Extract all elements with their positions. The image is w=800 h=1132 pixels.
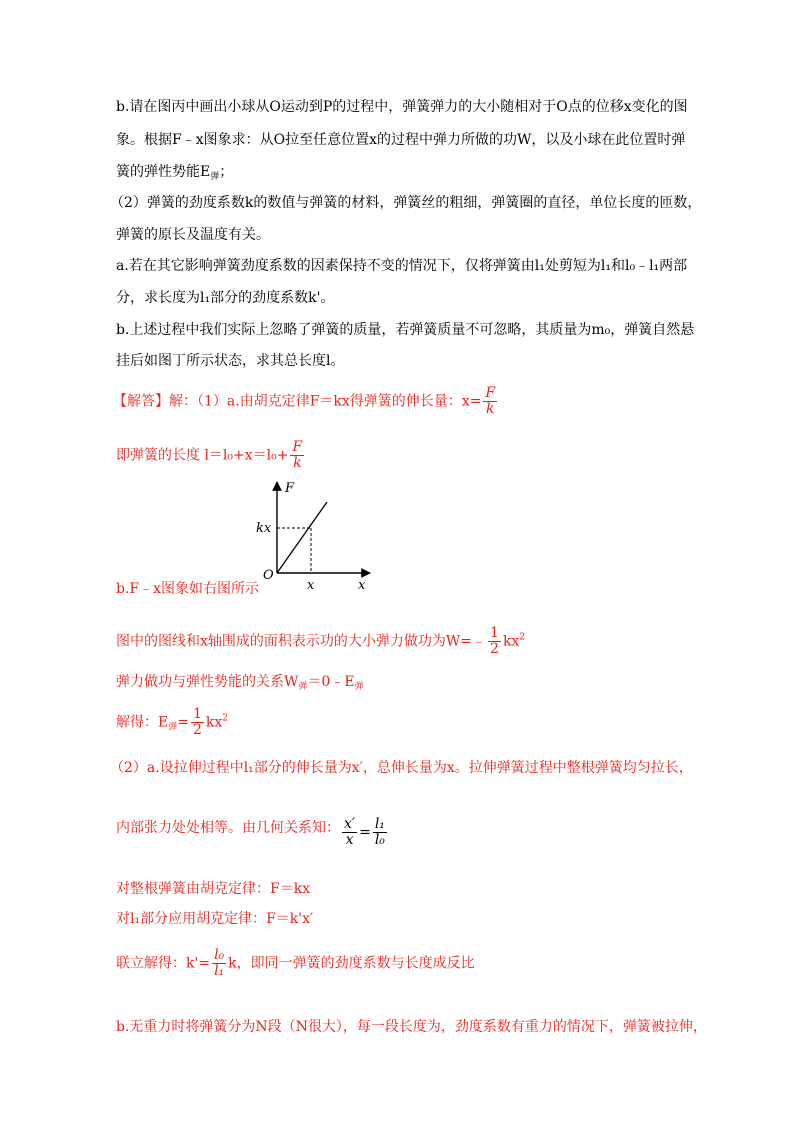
- answer-line-7: （2）a.设拉伸过程中l₁部分的伸长量为x′，总伸长量为x。拉伸弹簧过程中整根弹簧均匀拉长，: [110, 760, 693, 776]
- answer-line-1: [113, 386, 499, 417]
- text: 即弹簧的长度 l＝l₀+x＝l₀+: [116, 447, 289, 464]
- y-axis-label: F: [285, 481, 295, 496]
- subscript: 弹: [168, 722, 178, 733]
- equals: =: [359, 824, 371, 841]
- question-line-7: 分，求长度为l₁部分的劲度系数k'。: [116, 290, 335, 306]
- answer-line-4: [116, 626, 525, 657]
- answer-line-12: b.无重力时将弹簧分为N段（N很大），每一段长度为，劲度系数有重力的情况下，弹簧被拉伸，: [116, 1019, 707, 1035]
- denominator: l₀: [374, 832, 385, 848]
- question-line-3: [116, 162, 233, 187]
- answer-line-6: [116, 707, 228, 738]
- denominator: l₁: [214, 963, 225, 979]
- fraction: [191, 707, 204, 738]
- question-line-6: a.若在其它影响弹簧劲度系数的因素保持不变的情况下，仅将弹簧由l₁处剪短为l₁和l₀﹣l₁两部: [116, 258, 688, 274]
- origin-label: O: [263, 568, 274, 583]
- numerator: 1: [192, 706, 202, 722]
- fraction-left: [342, 817, 357, 848]
- denominator: k: [486, 401, 495, 417]
- numerator: l₁: [374, 816, 385, 832]
- superscript: 2: [222, 713, 229, 724]
- text: 内部张力处处相等。由几何关系知：: [116, 820, 340, 836]
- text: 弹力做功与弹性势能的关系W: [116, 674, 299, 690]
- numerator: F: [292, 439, 303, 455]
- denominator: 2: [192, 722, 202, 738]
- text: 联立解得：k': [116, 955, 199, 972]
- numerator: l₀: [214, 947, 225, 963]
- text: 解：（1）a.由胡克定律F＝kx得弹簧的伸长量：x=: [169, 393, 482, 410]
- question-line-9: 挂后如图丁所示状态，求其总长度l。: [116, 353, 345, 369]
- fraction-right: [373, 817, 387, 848]
- fraction: [483, 386, 497, 417]
- subscript: 弹: [210, 172, 220, 182]
- answer-line-11: [116, 948, 475, 979]
- numerator: F: [485, 385, 496, 401]
- x-tick-label: x: [307, 578, 315, 593]
- fraction: [212, 948, 226, 979]
- equals: =: [198, 955, 211, 972]
- answer-line-5: [116, 672, 364, 697]
- graph-line: [277, 502, 327, 573]
- question-line-4: （2）弹簧的劲度系数k的数值与弹簧的材料，弹簧丝的粗细，弹簧圈的直径，单位长度的匝数，: [110, 195, 702, 211]
- answer-line-9: 对整根弹簧由胡克定律：F＝kx: [116, 881, 311, 897]
- question-line-2: 象。根据F﹣x图象求：从O拉至任意位置x的过程中弹力所做的功W，以及小球在此位置时弹: [116, 132, 686, 148]
- x-axis-label: x: [358, 578, 366, 593]
- subscript: 弹: [298, 682, 308, 692]
- text: k，即同一弹簧的劲度系数与长度成反比: [228, 955, 475, 972]
- text: kx: [205, 714, 223, 731]
- denominator: x: [345, 832, 354, 848]
- answer-line-8: [116, 818, 340, 838]
- denominator: k: [293, 455, 302, 471]
- question-line-8: b.上述过程中我们实际上忽略了弹簧的质量，若弹簧质量不可忽略，其质量为m₀，弹簧自然悬: [116, 322, 695, 338]
- question-line-5: 弹簧的原长及温度有关。: [116, 227, 270, 243]
- text: kx: [502, 633, 520, 650]
- numerator: x′: [344, 816, 356, 832]
- fraction: [290, 440, 304, 471]
- numerator: 1: [490, 625, 499, 641]
- text: 解得：E: [116, 714, 169, 731]
- superscript: 2: [519, 632, 526, 643]
- answer-line-2: [116, 440, 306, 471]
- text: 簧的弹性势能E: [116, 164, 211, 180]
- answer-tag: 【解答】: [113, 393, 169, 410]
- answer-line-3: b.F﹣x图象如右图所示: [116, 581, 260, 597]
- fraction: [488, 626, 501, 657]
- question-line-1: b.请在图丙中画出小球从O运动到P的过程中，弹簧弹力的大小随相对于O点的位移x变化的图: [116, 99, 688, 115]
- answer-line-10: 对l₁部分应用胡克定律：F＝k'x′: [116, 911, 314, 927]
- text: ＝0﹣E: [307, 674, 355, 690]
- ratio-formula: [340, 817, 389, 848]
- f-x-graph: [252, 476, 378, 594]
- subscript: 弹: [354, 682, 364, 692]
- text: ；: [219, 164, 234, 180]
- text: 图中的图线和x轴围成的面积表示功的大小弹力做功为W=﹣: [116, 633, 487, 650]
- text: =: [177, 714, 189, 731]
- y-tick-label: kx: [256, 521, 272, 536]
- denominator: 2: [490, 641, 499, 657]
